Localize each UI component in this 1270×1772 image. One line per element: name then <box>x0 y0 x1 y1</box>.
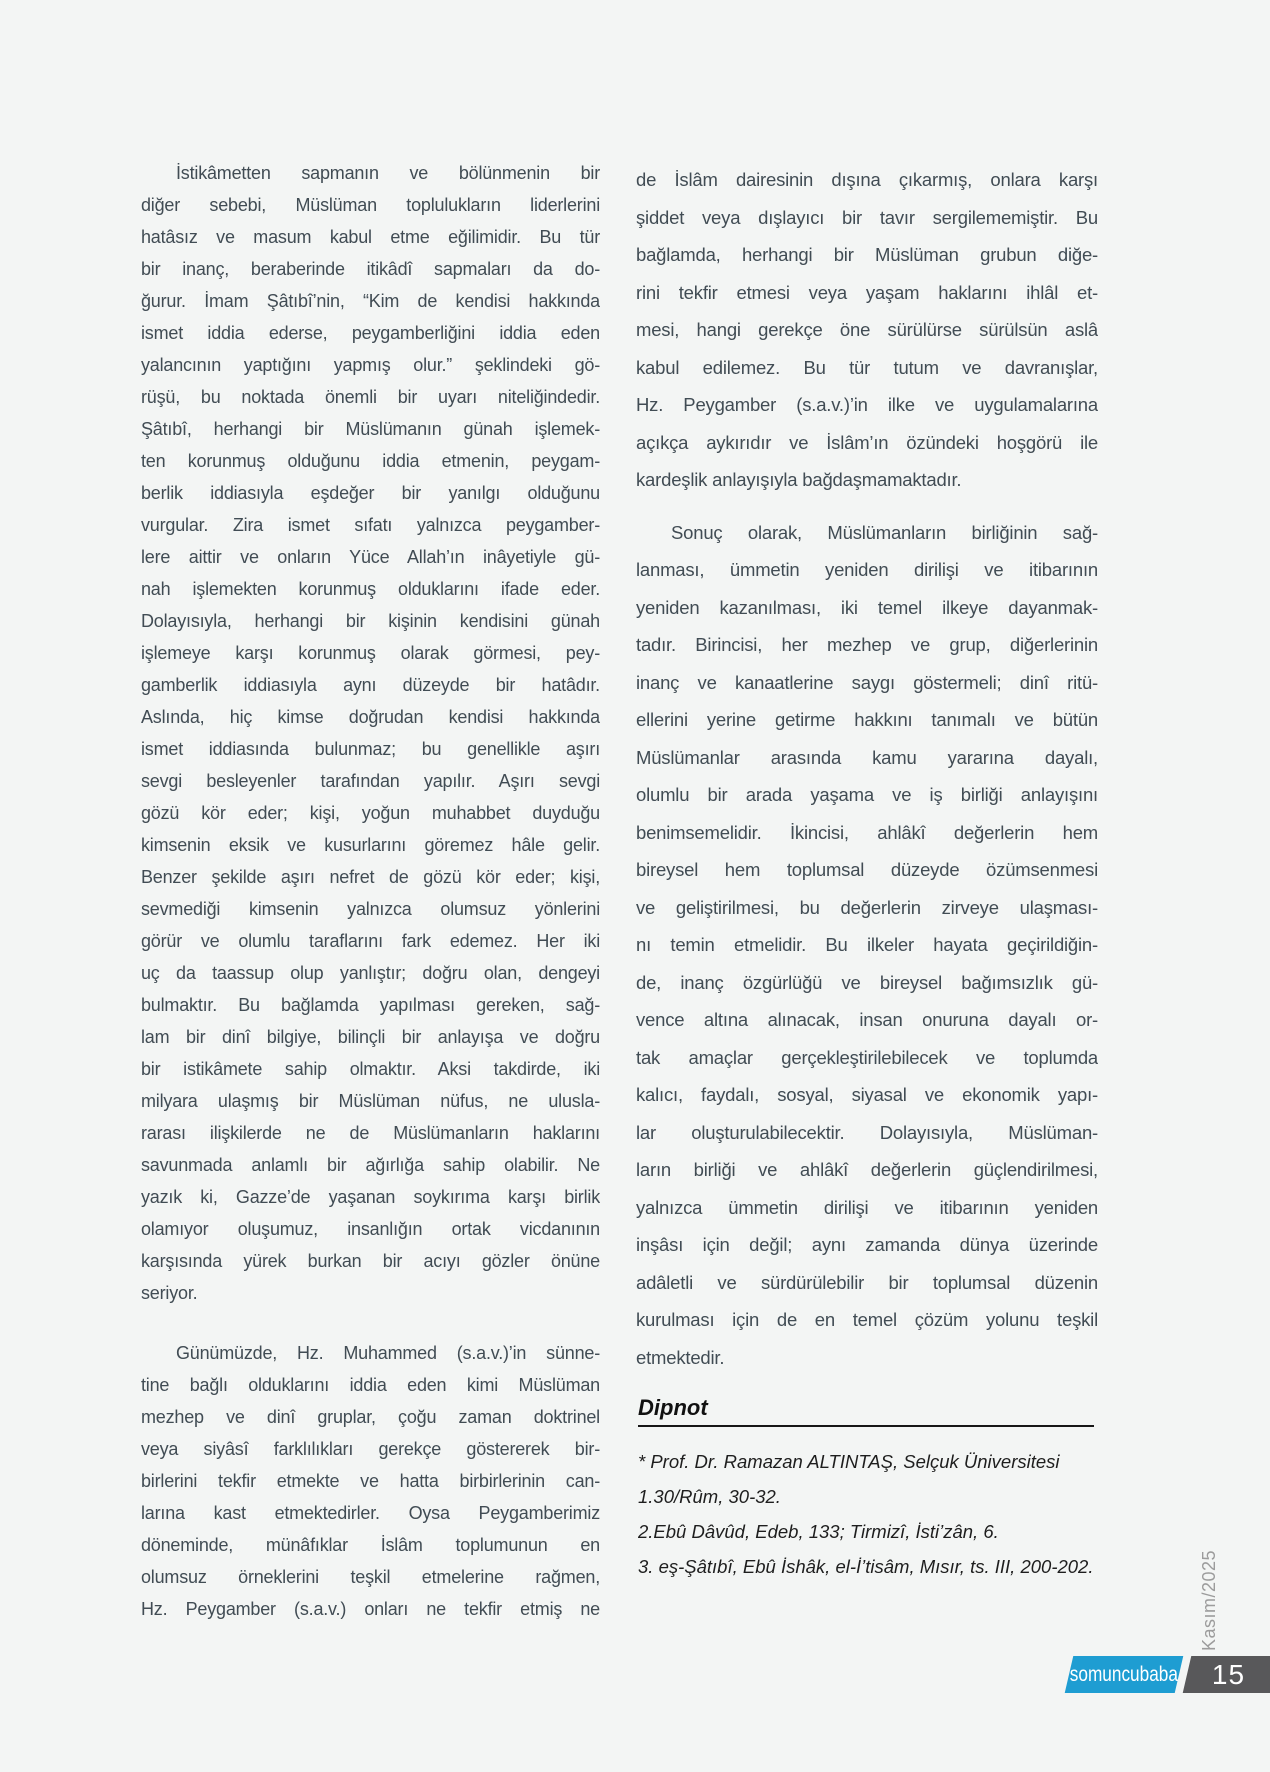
brand-wordmark: somuncubaba <box>1069 1662 1179 1686</box>
footnotes-list <box>638 1444 1094 1584</box>
text-line: mezhep ve dinî gruplar, çoğu zaman doktrinel <box>141 1407 600 1427</box>
issue-date-vertical: Kasım/2025 <box>1199 1549 1219 1651</box>
text-line: birlerini tekfir etmekte ve hatta birbirlerinin can- <box>141 1471 600 1491</box>
page-number: 15 <box>1212 1658 1246 1690</box>
text-line: Dolayısıyla, herhangi bir kişinin kendisini günah <box>141 611 600 631</box>
text-line: rarası ilişkilerde ne de Müslümanların haklarını <box>141 1123 600 1143</box>
text-line: kabul edilemez. Bu tür tutum ve davranışlar, <box>636 356 1098 378</box>
text-line: Müslümanlar arasında kamu yararına dayalı, <box>636 746 1098 768</box>
text-line: olumsuz örneklerini teşkil etmelerine rağmen, <box>141 1567 600 1587</box>
text-line: inşâsı için değil; aynı zamanda dünya üzerinde <box>636 1234 1098 1255</box>
text-line: yeniden kazanılması, iki temel ilkeye dayanmak- <box>636 596 1098 618</box>
paragraph <box>141 157 600 1309</box>
text-line: işlemeye karşı korunmuş olarak görmesi, pey- <box>141 643 600 663</box>
text-line: adâletli ve sürdürülebilir bir toplumsal düzenin <box>636 1271 1098 1293</box>
text-line: rüşü, bu noktada önemli bir uyarı niteliğindedir. <box>141 387 600 407</box>
text-line: ve geliştirilmesi, bu değerlerin zirveye ulaşması- <box>636 896 1098 918</box>
text-line: larına kast etmektedirler. Oysa Peygamberimiz <box>141 1503 600 1523</box>
text-line: lanması, ümmetin yeniden dirilişi ve itibarının <box>636 559 1098 580</box>
text-line: ismet iddiasında bulunmaz; bu genellikle aşırı <box>141 739 600 759</box>
article-column-right <box>636 161 1098 1376</box>
text-line: veya siyâsî farklılıkları gerekçe göstererek bir- <box>141 1439 600 1459</box>
text-line: savunmada anlamlı bir ağırlığa sahip olabilir. Ne <box>141 1155 600 1175</box>
text-line: Aslında, hiç kimse doğrudan kendisi hakkında <box>141 707 600 727</box>
text-line: lar oluşturulabilecektir. Dolayısıyla, Müslüman- <box>636 1121 1098 1143</box>
text-line: şiddet veya dışlayıcı bir tavır sergilememiştir. Bu <box>636 206 1098 228</box>
footnote-item: 1.30/Rûm, 30-32. <box>638 1486 781 1507</box>
text-line: vurgular. Zira ismet sıfatı yalnızca peygamber- <box>141 515 600 535</box>
text-line: benimsemelidir. İkincisi, ahlâkî değerlerin hem <box>636 821 1098 843</box>
text-line: lere aittir ve onların Yüce Allah’ın inâyetiyle gü- <box>141 547 600 567</box>
text-line: milyara ulaşmış bir Müslüman nüfus, ne ulusla- <box>141 1091 600 1111</box>
text-line: Hz. Peygamber (s.a.v.)’in ilke ve uygulamalarına <box>636 394 1098 415</box>
text-line: Şâtıbî, herhangi bir Müslümanın günah işlemek- <box>141 419 600 439</box>
text-line: Benzer şekilde aşırı nefret de gözü kör eder; kişi, <box>141 867 600 887</box>
text-line: kardeşlik anlayışıyla bağdaşmamaktadır. <box>636 469 962 490</box>
text-line: ten korunmuş olduğunu iddia etmenin, peygam- <box>141 451 600 471</box>
footnotes-divider <box>638 1425 1094 1427</box>
footnote-item: 2.Ebû Dâvûd, Edeb, 133; Tirmizî, İsti’zân, 6. <box>638 1521 999 1542</box>
text-line: ların birliği ve ahlâkî değerlerin güçlendirilmesi, <box>636 1159 1098 1180</box>
text-line: açıkça aykırıdır ve İslâm’ın özündeki hoşgörü ile <box>636 431 1098 453</box>
text-line: Günümüzde, Hz. Muhammed (s.a.v.)’in sünne- <box>176 1343 600 1363</box>
text-line: hatâsız ve masum kabul etme eğilimidir. Bu tür <box>141 227 600 247</box>
text-line: nı temin etmelidir. Bu ilkeler hayata geçirildiğin- <box>636 934 1098 955</box>
text-line: lam bir dinî bilgiye, bilinçli bir anlayışa ve doğru <box>141 1027 600 1047</box>
text-line: sevmediği kimsenin yalnızca olumsuz yönlerini <box>141 899 600 919</box>
text-line: bağlamda, herhangi bir Müslüman grubun diğe- <box>636 244 1098 265</box>
text-line: Hz. Peygamber (s.a.v.) onları ne tekfir etmiş ne <box>141 1599 600 1619</box>
text-line: de, inanç özgürlüğü ve bireysel bağımsızlık gü- <box>636 971 1098 993</box>
text-line: tak amaçlar gerçekleştirilebilecek ve toplumda <box>636 1046 1098 1068</box>
text-line: mesi, hangi gerekçe öne sürülürse sürülsün aslâ <box>636 319 1098 340</box>
text-line: berlik iddiasıyla eşdeğer bir yanılgı olduğunu <box>141 483 600 503</box>
footnotes-heading: Dipnot <box>638 1395 708 1420</box>
text-line: etmektedir. <box>636 1346 725 1368</box>
paragraph <box>636 161 1098 499</box>
page-number-plate <box>1183 1656 1270 1693</box>
text-line: olamıyor oluşumuz, insanlığın ortak vicdanının <box>141 1219 600 1239</box>
text-line: Sonuç olarak, Müslümanların birliğinin sağ- <box>671 521 1098 543</box>
text-line: döneminde, münâfıklar İslâm toplumunun en <box>141 1535 600 1555</box>
text-line: bulmaktır. Bu bağlamda yapılması gereken, sağ- <box>141 995 600 1015</box>
text-line: ğurur. İmam Şâtıbî’nin, “Kim de kendisi hakkında <box>141 291 600 311</box>
paragraph <box>636 514 1098 1377</box>
text-line: rini tekfir etmesi veya yaşam haklarını ihlâl et- <box>636 281 1098 303</box>
footnote-item: 3. eş-Şâtıbî, Ebû İshâk, el-İ’tisâm, Mısır, ts. III, 200-202. <box>638 1556 1094 1577</box>
text-line: İstikâmetten sapmanın ve bölünmenin bir <box>176 163 600 183</box>
text-line: tadır. Birincisi, her mezhep ve grup, diğerlerinin <box>636 634 1098 655</box>
text-line: inanç ve kanaatlerine saygı göstermeli; dinî ritü- <box>636 671 1098 693</box>
text-line: seriyor. <box>141 1283 198 1303</box>
text-line: bireysel hem toplumsal düzeyde özümsenmesi <box>636 859 1098 880</box>
text-line: gamberlik iddiasıyla aynı düzeyde bir hatâdır. <box>141 675 600 695</box>
footnote-item: * Prof. Dr. Ramazan ALTINTAŞ, Selçuk Üniversitesi <box>638 1451 1060 1472</box>
text-line: bir istikâmete sahip olmaktır. Aksi takdirde, iki <box>141 1059 600 1079</box>
text-line: de İslâm dairesinin dışına çıkarmış, onlara karşı <box>636 169 1098 190</box>
brand-plate <box>1065 1656 1184 1693</box>
text-line: görür ve olumlu taraflarını fark edemez. Her iki <box>141 931 600 951</box>
footnotes-section <box>638 1396 1094 1584</box>
text-line: kimsenin eksik ve kusurlarını göremez hâle gelir. <box>141 835 600 855</box>
text-line: gözü kör eder; kişi, yoğun muhabbet duyduğu <box>141 803 600 823</box>
text-line: nah işlemekten korunmuş olduklarını ifade eder. <box>141 579 600 599</box>
text-line: tine bağlı olduklarını iddia eden kimi Müslüman <box>141 1375 600 1395</box>
text-line: kurulması için de en temel çözüm yolunu teşkil <box>636 1309 1098 1330</box>
article-column-left <box>141 157 600 1625</box>
text-line: vence altına alınacak, insan onuruna dayalı or- <box>636 1009 1098 1030</box>
text-line: yazık ki, Gazze’de yaşanan soykırıma karşı birlik <box>141 1187 600 1207</box>
text-line: sevgi besleyenler tarafından yapılır. Aşırı sevgi <box>141 771 600 791</box>
text-line: uç da taassup olup yanlıştır; doğru olan, dengeyi <box>141 963 600 983</box>
text-line: olumlu bir arada yaşama ve iş birliği anlayışını <box>636 784 1098 805</box>
text-line: ellerini yerine getirme hakkını tanımalı ve bütün <box>636 709 1098 730</box>
text-line: karşısında yürek burkan bir acıyı gözler önüne <box>141 1251 600 1271</box>
text-line: bir inanç, beraberinde itikâdî sapmaları da do- <box>141 259 600 279</box>
text-line: yalancının yaptığını yapmış olur.” şeklindeki gö- <box>141 355 600 375</box>
text-line: diğer sebebi, Müslüman toplulukların liderlerini <box>141 195 600 215</box>
paragraph <box>141 1337 600 1625</box>
text-line: yalnızca ümmetin dirilişi ve itibarının yeniden <box>636 1196 1098 1218</box>
text-line: ismet iddia ederse, peygamberliğini iddia eden <box>141 323 600 343</box>
text-line: kalıcı, faydalı, sosyal, siyasal ve ekonomik yapı- <box>636 1084 1098 1105</box>
